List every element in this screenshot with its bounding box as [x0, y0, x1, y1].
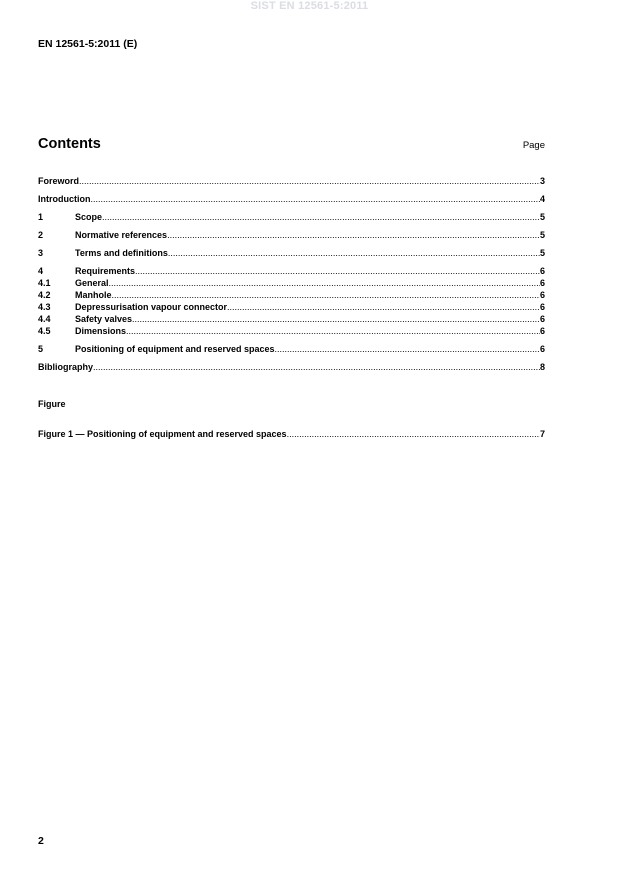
toc-entry-number: 2 — [38, 230, 44, 240]
toc-entry-page: 3 — [539, 176, 545, 186]
toc-leader-dots — [275, 343, 540, 355]
toc-leader-dots — [126, 325, 540, 337]
toc-entry-page: 4 — [539, 194, 545, 204]
toc-entry-number: 4.5 — [38, 326, 51, 336]
toc-entry-title: Bibliography — [38, 362, 94, 372]
toc-entry[interactable] — [38, 229, 545, 241]
toc-leader-dots — [109, 277, 540, 289]
toc-entry-number: 4.3 — [38, 302, 51, 312]
toc-entry-title: Normative references — [75, 230, 168, 240]
toc-entry-page: 6 — [539, 266, 545, 276]
toc-leader-dots — [135, 265, 540, 277]
document-id: EN 12561-5:2011 (E) — [38, 38, 138, 50]
toc-entry-title: Foreword — [38, 176, 80, 186]
toc-entry-title: Terms and definitions — [75, 248, 168, 258]
toc-entry[interactable] — [38, 265, 545, 277]
toc-entry-page: 6 — [539, 344, 545, 354]
toc-entry-title: Requirements — [75, 266, 136, 276]
toc-leader-dots — [93, 361, 540, 373]
figure-entry[interactable] — [38, 428, 545, 440]
toc-leader-dots — [287, 428, 540, 440]
toc-entry-number: 3 — [38, 248, 44, 258]
toc-entry[interactable] — [38, 175, 545, 187]
toc-entry[interactable] — [38, 277, 545, 289]
toc-entry[interactable] — [38, 289, 545, 301]
toc-entry-page: 6 — [539, 302, 545, 312]
toc-entry-page: 5 — [539, 212, 545, 222]
toc-leader-dots — [112, 289, 540, 301]
toc-entry-page: 6 — [539, 278, 545, 288]
toc-entry[interactable] — [38, 325, 545, 337]
toc-leader-dots — [91, 193, 540, 205]
watermark: SIST EN 12561-5:2011 — [250, 0, 369, 12]
toc-leader-dots — [79, 175, 540, 187]
toc-leader-dots — [167, 229, 540, 241]
toc-entry-title: Scope — [75, 212, 103, 222]
toc-entry-number: 5 — [38, 344, 44, 354]
toc-leader-dots — [102, 211, 540, 223]
page-column-label: Page — [522, 140, 545, 151]
toc-entry-number: 4.2 — [38, 290, 51, 300]
toc-entry-number: 4 — [38, 266, 44, 276]
toc-entry-title: Introduction — [38, 194, 91, 204]
toc-entry[interactable] — [38, 313, 545, 325]
figure-entry-page: 7 — [539, 429, 545, 439]
toc-entry[interactable] — [38, 193, 545, 205]
toc-entry-number: 4.4 — [38, 314, 51, 324]
toc-entry-title: Dimensions — [75, 326, 127, 336]
toc-entry-page: 8 — [539, 362, 545, 372]
toc-entry-title: Manhole — [75, 290, 112, 300]
figure-entry-title: Figure 1 — Positioning of equipment and reserved spaces — [38, 429, 287, 439]
toc-entry-page: 6 — [539, 314, 545, 324]
toc-entry-page: 6 — [539, 290, 545, 300]
toc-entry[interactable] — [38, 211, 545, 223]
toc-entry-page: 6 — [539, 326, 545, 336]
toc-entry-title: Depressurisation vapour connector — [75, 302, 228, 312]
toc-entry[interactable] — [38, 343, 545, 355]
toc-entry-page: 5 — [539, 230, 545, 240]
page-number: 2 — [38, 835, 44, 847]
toc-leader-dots — [227, 301, 540, 313]
toc-entry[interactable] — [38, 247, 545, 259]
toc-entry-title: Safety valves — [75, 314, 133, 324]
toc-entry-number: 4.1 — [38, 278, 51, 288]
toc-entry-title: General — [75, 278, 109, 288]
toc-leader-dots — [168, 247, 540, 259]
contents-title: Contents — [38, 136, 101, 152]
toc-entry-page: 5 — [539, 248, 545, 258]
figure-list-heading: Figure — [38, 399, 66, 409]
toc-leader-dots — [132, 313, 540, 325]
toc-entry[interactable] — [38, 301, 545, 313]
toc-entry-number: 1 — [38, 212, 44, 222]
toc-entry[interactable] — [38, 361, 545, 373]
toc-entry-title: Positioning of equipment and reserved spaces — [75, 344, 275, 354]
